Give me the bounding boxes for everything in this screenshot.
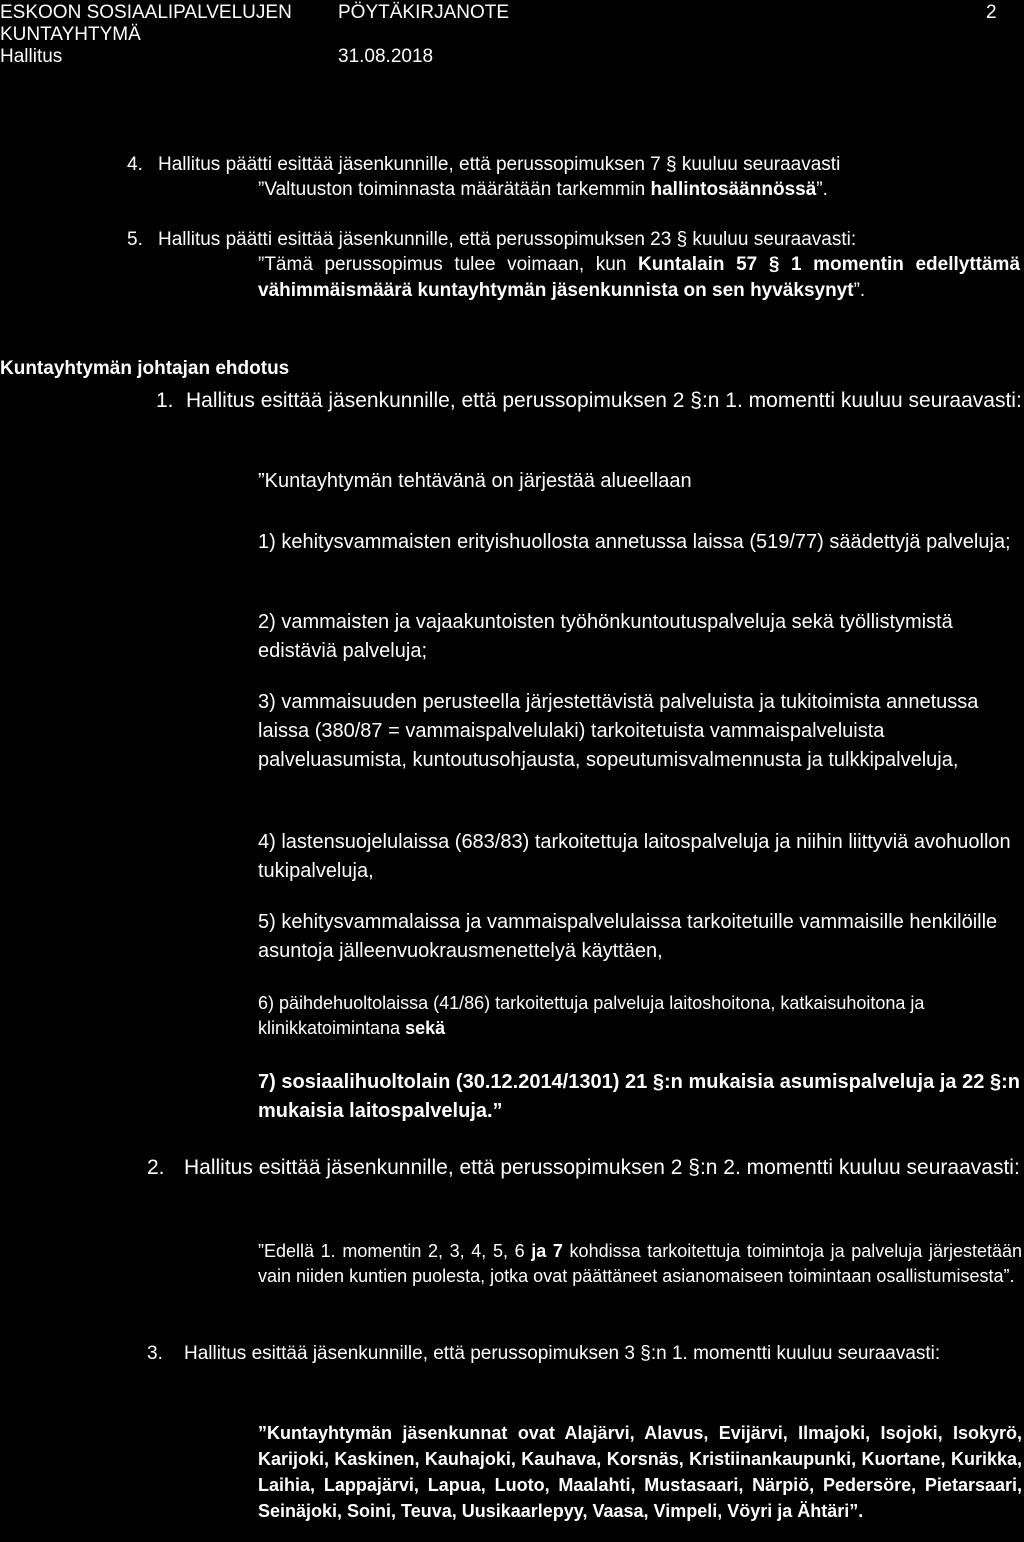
quote-point: 5) kehitysvammalaissa ja vammaispalvelulaissa tarkoitetuille vammaisille henkilöille asuntoja jälleenvuokrausmenettelyä käyttäen, — [258, 911, 998, 962]
proposal-heading: Kuntayhtymän johtajan ehdotus — [0, 358, 290, 379]
quote-point: 1) kehitysvammaisten erityishuollosta annetussa laissa (519/77) säädettyjä palveluja; — [258, 531, 1011, 553]
decision-quote-bold: Kuntalain 57 § 1 momentin edellyttämä vähimmäismäärä kuntayhtymän jäsenkunnista on sen hyväksynyt — [258, 254, 1021, 301]
quote-point-6-bold: sekä — [405, 1018, 446, 1038]
decision-quote-bold: hallintosäännössä — [650, 179, 817, 200]
decision-number: 5. — [127, 229, 143, 250]
proposal-item-number: 2. — [147, 1156, 165, 1179]
quote-intro: ”Kuntayhtymän tehtävänä on järjestää alueellaan — [258, 470, 692, 492]
quote-point: 4) lastensuojelulaissa (683/83) tarkoitettuja laitospalveluja ja niihin liittyviä avohuollon tukipalveluja, — [258, 831, 1011, 882]
quote-text-bold: ja 7 — [531, 1241, 563, 1261]
decision-quote-end: ”. — [853, 280, 866, 301]
decision-quote-end: ”. — [816, 179, 828, 200]
quote-text-b: kohdissa tarkoitettuja toimintoja ja palveluja järjestetään vain niiden kuntien puolesta, jotka ovat päättäneet asianomaiseen toimintaan osallistumisesta”. — [258, 1241, 1022, 1286]
quote-point-6 — [258, 991, 1023, 1041]
decision-number: 4. — [127, 154, 143, 175]
document-type: PÖYTÄKIRJANOTE — [338, 2, 510, 23]
decision-quote — [258, 252, 1020, 304]
proposal-item-text: Hallitus esittää jäsenkunnille, että perussopimuksen 2 §:n 2. momentti kuuluu seuraavasti: — [184, 1156, 1020, 1179]
decision-quote-text: ”Valtuuston toiminnasta määrätään tarkemmin — [258, 179, 651, 200]
proposal-item-number: 3. — [147, 1343, 163, 1364]
quote-point: 3) vammaisuuden perusteella järjestettävistä palveluista ja tukitoimista annetussa laissa (380/87 = vammaispalvelulaki) tarkoitetuista vammaispalveluista palveluasumista, kuntoutusohjausta, sopeutumisvalmennusta ja tulkkipalveluja, — [258, 691, 979, 771]
organization-name-line1: ESKOON SOSIAALIPALVELUJEN — [0, 2, 292, 23]
proposal-item-text: Hallitus esittää jäsenkunnille, että perussopimuksen 3 §:n 1. momentti kuuluu seuraavasti: — [184, 1343, 941, 1364]
page-number: 2 — [986, 2, 997, 23]
quote-point: 2) vammaisten ja vajaakuntoisten työhönkuntoutuspalveluja sekä työllistymistä edistäviä palveluja; — [258, 611, 953, 662]
decision-intro: Hallitus päätti esittää jäsenkunnille, että perussopimuksen 23 § kuuluu seuraavasti: — [158, 229, 857, 250]
quote-text-a: ”Edellä 1. momentin 2, 3, 4, 5, 6 — [258, 1241, 532, 1261]
decision-intro: Hallitus päätti esittää jäsenkunnille, että perussopimuksen 7 § kuuluu seuraavasti — [158, 154, 841, 175]
decision-quote-text: ”Tämä perussopimus tulee voimaan, kun — [258, 254, 638, 275]
proposal-item-number: 1. — [156, 389, 174, 412]
member-municipalities-quote: ”Kuntayhtymän jäsenkunnat ovat Alajärvi, Alavus, Evijärvi, Ilmajoki, Isojoki, Isokyrö, Karijoki, Kaskinen, Kauhajoki, Kauhava, Korsnäs, Kristiinankaupunki, Kuortane, Kurikka, Laihia, Lappajärvi, Lapua, Luoto, Maalahti, Mustasaari, Närpiö, Pedersöre, Pietarsaari, Seinäjoki, Soini, Teuva, Uusikaarlepyy, Vaasa, Vimpeli, Vöyri ja Ähtäri”. — [258, 1423, 1022, 1521]
organization-name-line2: KUNTAYHTYMÄ — [0, 24, 141, 45]
decision-quote — [258, 177, 958, 203]
quote-point-6-text: 6) päihdehuoltolaissa (41/86) tarkoitettuja palveluja laitoshoitona, katkaisuhoitona ja klinikkatoimintana — [258, 993, 925, 1038]
quote-text — [258, 1239, 1022, 1289]
document-date: 31.08.2018 — [338, 46, 434, 67]
governing-body: Hallitus — [0, 46, 63, 67]
quote-point-7: 7) sosiaalihuoltolain (30.12.2014/1301) 21 §:n mukaisia asumispalveluja ja 22 §:n mukaisia laitospalveluja.” — [258, 1071, 1020, 1122]
proposal-item-text: Hallitus esittää jäsenkunnille, että perussopimuksen 2 §:n 1. momentti kuuluu seuraavasti: — [186, 389, 1022, 412]
